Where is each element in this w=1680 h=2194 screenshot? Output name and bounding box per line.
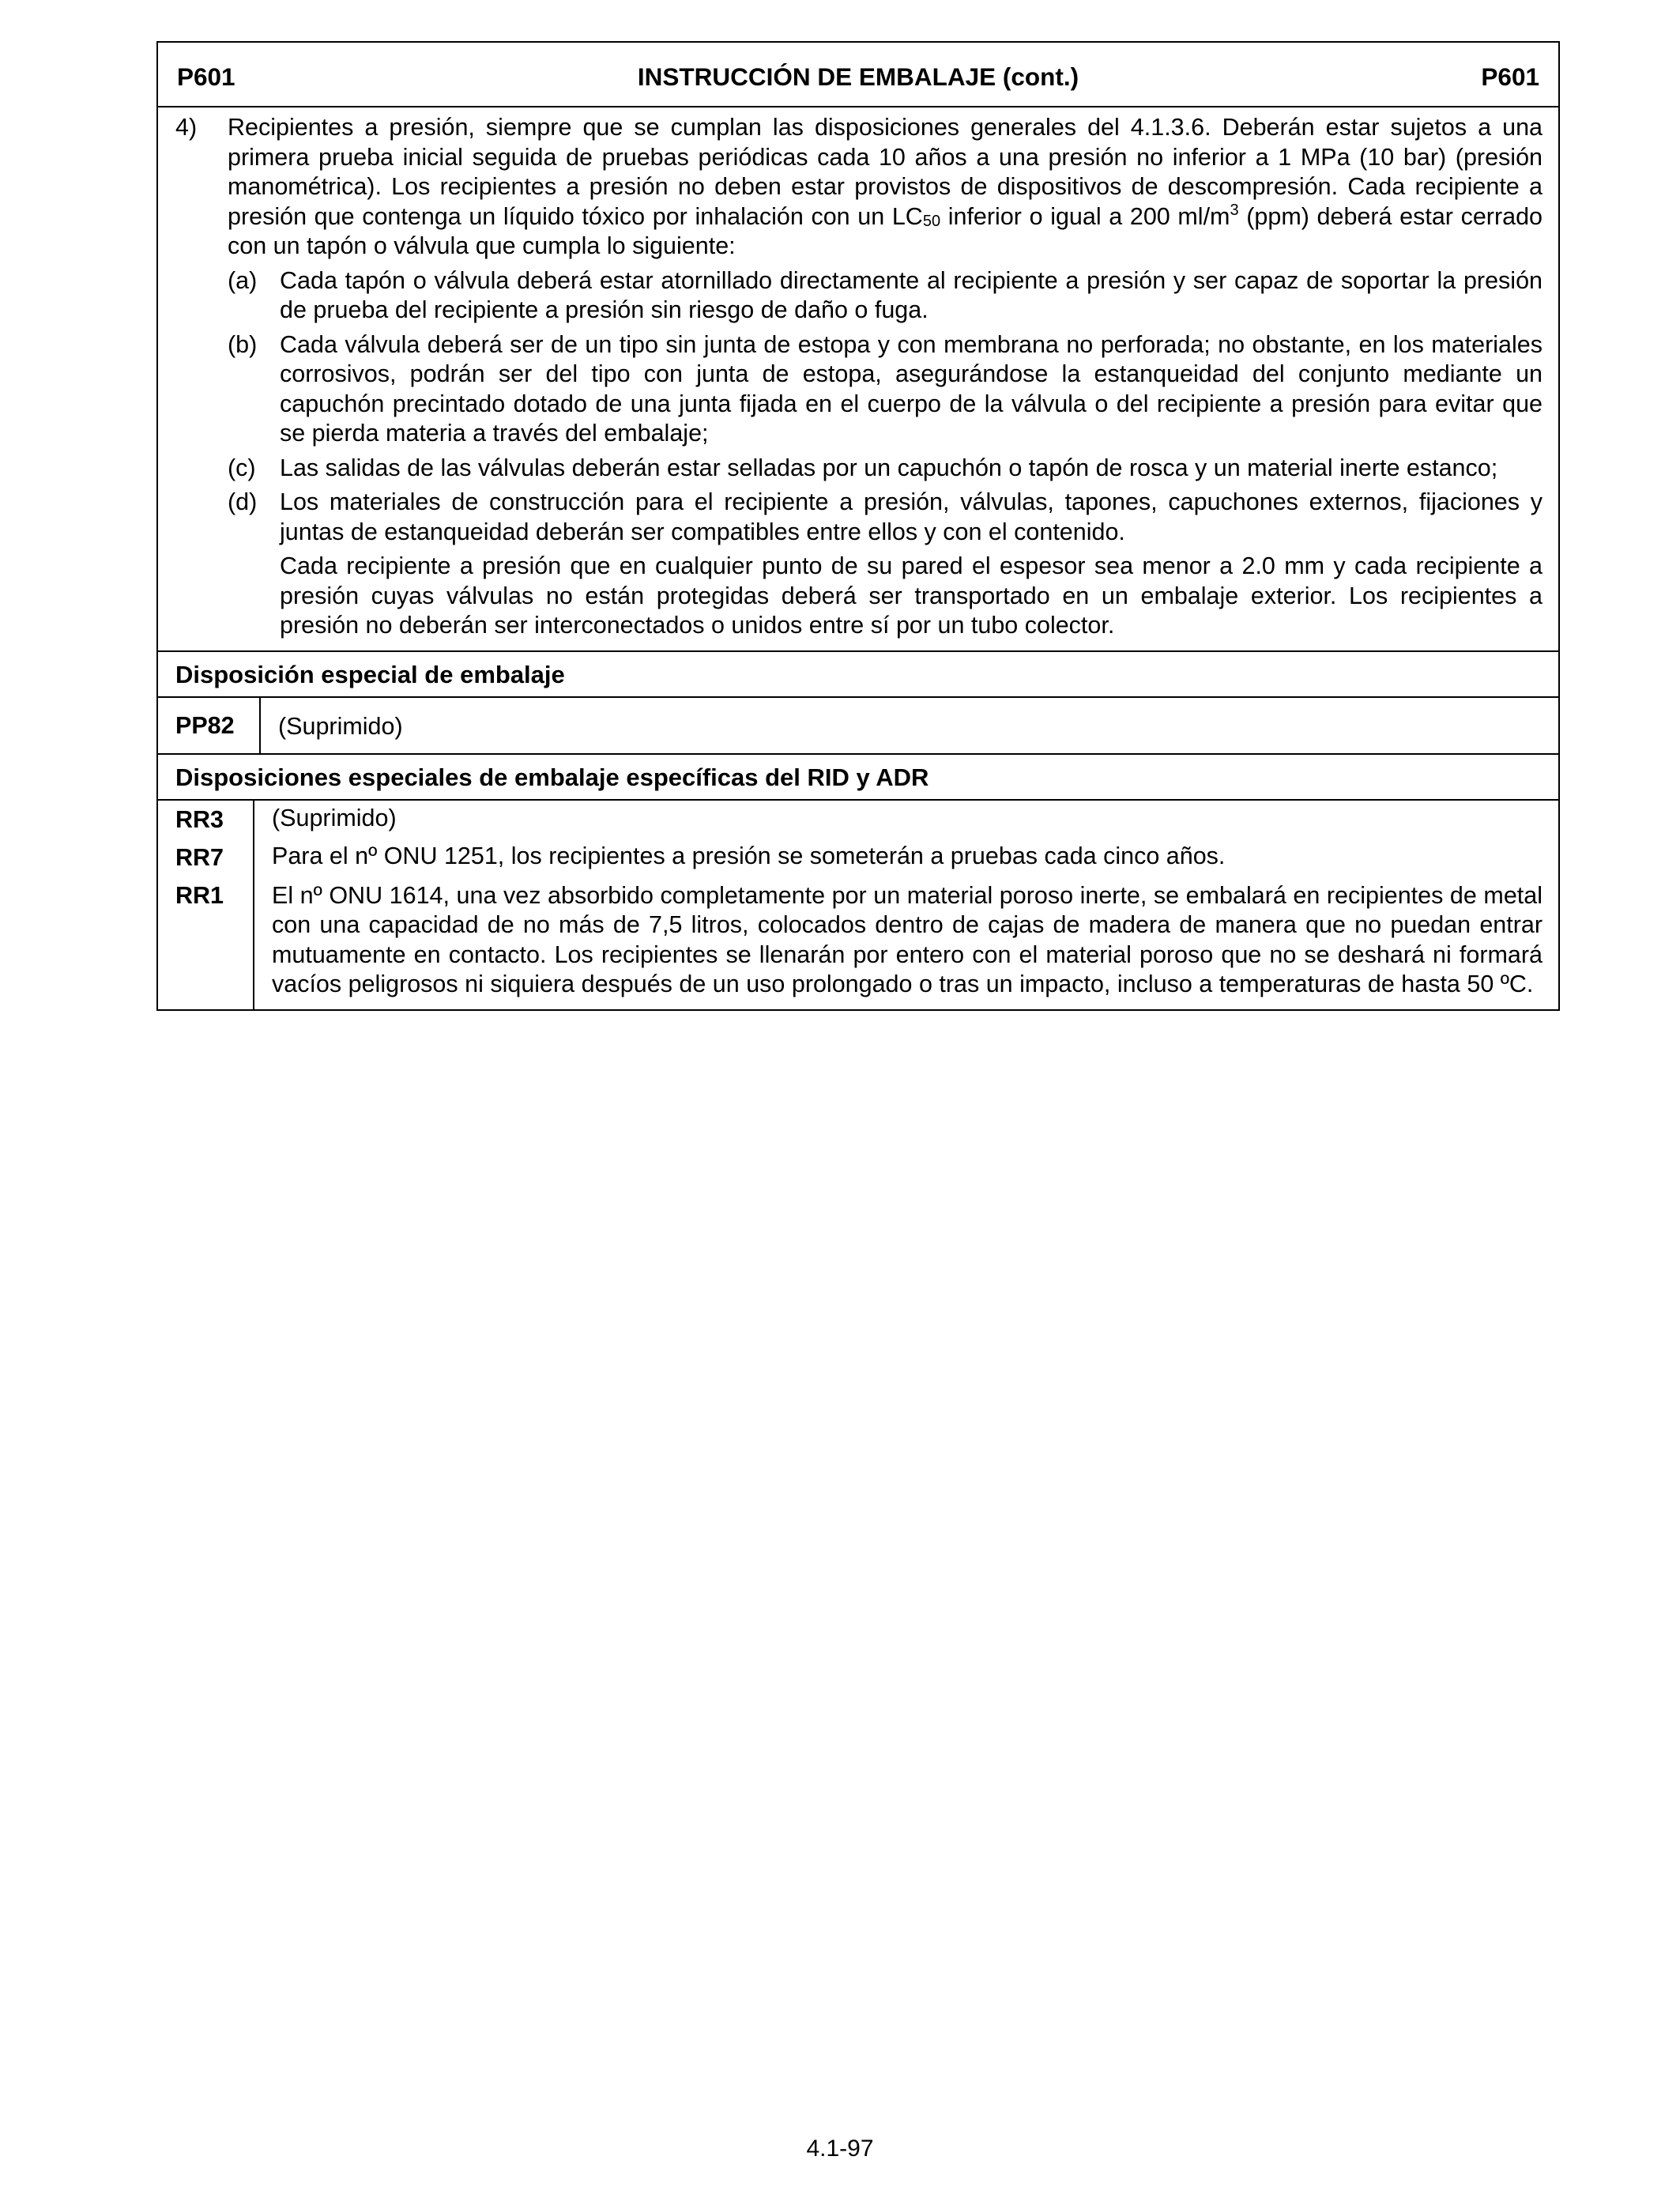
item-4-text-part2: inferior o igual a 200 ml/m [940, 202, 1230, 230]
header-right-code: P601 [1481, 62, 1539, 91]
subitem-c [228, 454, 1543, 484]
rid-adr-heading: Disposiciones especiales de embalaje específicas del RID y ADR [158, 755, 1558, 801]
subitem-d [228, 488, 1543, 547]
rid-adr-provisions [158, 801, 1558, 1009]
packing-instruction-table [156, 41, 1560, 1011]
item-4-text-part3: (ppm) deberá estar cerrado con un tapón o válvula que cumpla lo siguiente: [228, 202, 1543, 259]
subitem-letter: (d) [228, 488, 258, 515]
rr-code: RR7 [175, 843, 224, 871]
item-4-section [158, 107, 1558, 652]
item-4-closing-paragraph: Cada recipiente a presión que en cualquier punto de su pared el espesor sea menor a 2.0 mm y cada recipiente a presión cuyas válvulas no están protegidas deberá ser transportado en un embalaje exterior. Los recipientes a presión no deberán ser interconectados o unidos entre sí por un tubo colector. [280, 552, 1543, 639]
subitem-text: Cada tapón o válvula deberá estar atornillado directamente al recipiente a presión y ser capaz de soportar la presión de prueba del recipiente a presión sin riesgo de daño o fuga. [280, 266, 1543, 323]
m3-superscript: 3 [1230, 201, 1239, 219]
rid-adr-texts [254, 801, 1558, 1009]
special-provision-row [158, 698, 1558, 755]
page-number: 4.1-97 [806, 2136, 874, 2162]
special-provision-code: PP82 [158, 698, 261, 753]
special-provision-heading: Disposición especial de embalaje [158, 652, 1558, 698]
subitem-letter: (a) [228, 266, 258, 294]
rid-adr-codes [158, 801, 254, 1009]
rr-text: El nº ONU 1614, una vez absorbido completamente por un material poroso inerte, se embalará en recipientes de metal con una capacidad de no más de 7,5 litros, colocados dentro de cajas de madera de manera que no puedan entrar mutuamente en contacto. Los recipientes se llenarán por entero con el material poroso que no se deshará ni formará vacíos peligrosos ni siquiera después de un uso prolongado o tras un impacto, incluso a temperaturas de hasta 50 ºC. [272, 881, 1543, 997]
subitem-a [228, 266, 1543, 326]
header-title: INSTRUCCIÓN DE EMBALAJE (cont.) [637, 62, 1079, 91]
lc50-subscript: 50 [922, 212, 941, 230]
header-left-code: P601 [177, 62, 235, 91]
subitem-b [228, 330, 1543, 449]
rr-text: Para el nº ONU 1251, los recipientes a presión se someterán a pruebas cada cinco años. [272, 842, 1226, 869]
rr-code: RR3 [175, 805, 224, 833]
rr-code: RR1 [175, 881, 224, 909]
special-provision-text: (Suprimido) [278, 712, 403, 740]
item-4-text-part1: Recipientes a presión, siempre que se cumplan las disposiciones generales del 4.1.3.6. Deberán estar sujetos a una primera prueba inicial seguida de pruebas periódicas cada 10 años a una presión no inferior a 1 MPa (10 bar) (presión manométrica). Los recipientes a presión no deben estar provistos de dispositivos de descompresión. Cada recipiente a presión que contenga un líquido tóxico por inhalación con un LC [228, 114, 1543, 230]
subitem-letter: (c) [228, 454, 256, 481]
item-4-number: 4) [175, 114, 198, 141]
item-4 [175, 113, 1543, 262]
rr-text: (Suprimido) [272, 804, 397, 831]
item-4-text [228, 113, 1543, 262]
subitem-text: Cada válvula deberá ser de un tipo sin junta de estopa y con membrana no perforada; no obstante, en los materiales corrosivos, podrán ser del tipo con junta de estopa, asegurándose la estanqueidad del conjunto mediante un capuchón precintado dotado de una junta fijada en el cuerpo de la válvula o del recipiente a presión para evitar que se pierda materia a través del embalaje; [280, 330, 1543, 447]
subitem-text: Las salidas de las válvulas deberán estar selladas por un capuchón o tapón de rosca y un material inerte estanco; [280, 454, 1498, 481]
subitem-text: Los materiales de construcción para el recipiente a presión, válvulas, tapones, capuchones externos, fijaciones y juntas de estanqueidad deberán ser compatibles entre ellos y con el contenido. [280, 488, 1543, 545]
subitem-letter: (b) [228, 330, 258, 358]
table-header [158, 43, 1558, 107]
